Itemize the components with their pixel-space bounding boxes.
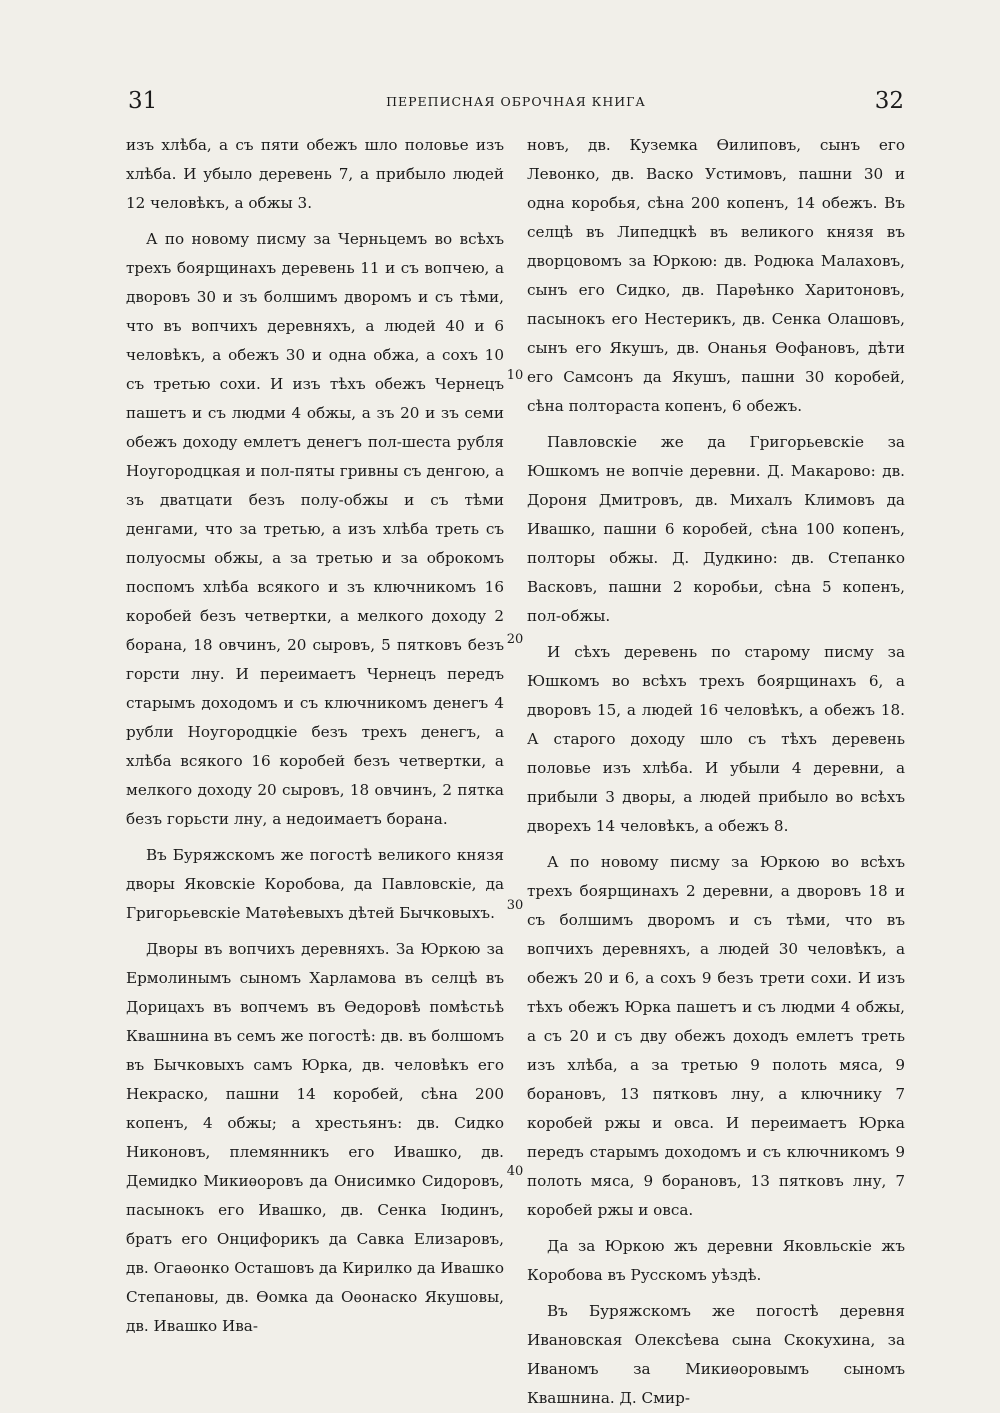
line-number: 10	[506, 368, 524, 383]
paragraph: Въ Буряжскомъ же погостѣ деревня Ивановская Олексѣева сына Скокухина, за Иваномъ за Микиѳоровымъ сыномъ Квашнина. Д. Смир-	[527, 1302, 905, 1407]
line-number: 20	[506, 632, 524, 647]
paragraph: изъ хлѣба, а съ пяти обежъ шло половье изъ хлѣба. И убыло деревень 7, а прибыло людей 12 человѣкъ, а обжы 3.	[126, 136, 504, 212]
paragraph: И сѣхъ деревень по старому писму за Юшкомъ во всѣхъ трехъ боярщинахъ 6, а дворовъ 15, а людей 16 человѣкъ, а обежъ 18. А старого доходу шло съ тѣхъ деревень половье изъ хлѣба. И убыли 4 деревни, а прибыли 3 дворы, а людей прибыло во всѣхъ дворехъ 14 человѣкъ, а обежъ 8.	[527, 643, 905, 835]
paragraph: Въ Буряжскомъ же погостѣ великого князя дворы Яковскіе Коробова, да Павловскіе, да Григорьевскіе Матѳѣевыхъ дѣтей Бычковыхъ.	[126, 846, 504, 922]
line-number: 40	[506, 1164, 524, 1179]
right-column	[527, 131, 905, 1413]
left-column	[126, 131, 504, 1341]
paragraph: Дворы въ вопчихъ деревняхъ. За Юркою за Ермолинымъ сыномъ Харламова въ селцѣ въ Дорицахъ въ вопчемъ въ Ѳедоровѣ помѣстьѣ Квашнина въ семъ же погостѣ: дв. въ болшомъ въ Бычковыхъ самъ Юрка, дв. человѣкъ его Некраско, пашни 14 коробей, сѣна 200 копенъ, 4 обжы; а хрестьянъ: дв. Сидко Никоновъ, племянникъ его Ивашко, дв. Демидко Микиѳоровъ да Онисимко Сидоровъ, пасынокъ его Ивашко, дв. Сенка Іюдинъ, братъ его Онцифорикъ да Савка Елизаровъ, дв. Огаѳонко Осташовъ да Кирилко да Ивашко Степановы, дв. Ѳомка да Оѳонаско Якушовы, дв. Ивашко Ива-	[126, 940, 505, 1335]
running-title: ПЕРЕПИСНАЯ ОБРОЧНАЯ КНИГА	[386, 94, 646, 109]
page-number-right: 32	[874, 88, 904, 114]
paragraph: А по новому писму за Черньцемъ во всѣхъ трехъ боярщинахъ деревень 11 и съ вопчею, а дворовъ 30 и зъ болшимъ дворомъ и съ тѣми, что въ вопчихъ деревняхъ, а людей 40 и 6 человѣкъ, а обежъ 30 и одна обжа, а сохъ 10 съ третью сохи. И изъ тѣхъ обежъ Чернецъ пашетъ и съ людми 4 обжы, а зъ 20 и зъ семи обежъ доходу емлетъ денегъ пол-шеста рубля Ноугородцкая и пол-пяты гривны съ денгою, а зъ дватцати безъ полу-обжы и съ тѣми денгами, что за третью, а изъ хлѣба треть съ полуосмы обжы, а за третью и за оброкомъ поспомъ хлѣба всякого и зъ ключникомъ 16 коробей безъ четвертки, а мелкого доходу 2 борана, 18 овчинъ, 20 сыровъ, 5 пятковъ безъ горсти лну. И переимаетъ Чернецъ передъ старымъ доходомъ и съ ключникомъ денегъ 4 рубли Ноугородцкіе безъ трехъ денегъ, а хлѣба всякого 16 коробей безъ четвертки, а мелкого доходу 20 сыровъ, 18 овчинъ, 2 пятка безъ горьсти лну, а недоимаетъ борана.	[126, 230, 504, 828]
paragraph: Да за Юркою жъ деревни Яковльскіе жъ Коробова въ Русскомъ уѣздѣ.	[527, 1237, 905, 1284]
paragraph: Павловскіе же да Григорьевскіе за Юшкомъ не вопчіе деревни. Д. Макарово: дв. Дороня Дмитровъ, дв. Михалъ Климовъ да Ивашко, пашни 6 коробей, сѣна 100 копенъ, полторы обжы. Д. Дудкино: дв. Степанко Васковъ, пашни 2 коробьи, сѣна 5 копенъ, пол-обжы.	[527, 433, 905, 625]
paragraph: новъ, дв. Куземка Ѳилиповъ, сынъ его Левонко, дв. Васко Устимовъ, пашни 30 и одна коробья, сѣна 200 копенъ, 14 обежъ. Въ селцѣ въ Липедцкѣ въ великого князя въ дворцовомъ за Юркою: дв. Родюка Малаховъ, сынъ его Сидко, дв. Парѳѣнко Харитоновъ, пасынокъ его Нестерикъ, дв. Сенка Олашовъ, сынъ его Якушъ, дв. Онанья Ѳофановъ, дѣти его Самсонъ да Якушъ, пашни 30 коробей, сѣна полтораста копенъ, 6 обежъ.	[527, 136, 905, 415]
paragraph: А по новому писму за Юркою во всѣхъ трехъ боярщинахъ 2 деревни, а дворовъ 18 и съ болшимъ дворомъ и съ тѣми, что въ вопчихъ деревняхъ, а людей 30 человѣкъ, а обежъ 20 и 6, а сохъ 9 безъ трети сохи. И изъ тѣхъ обежъ Юрка пашетъ и съ людми 4 обжы, а съ 20 и съ дву обежъ доходъ емлетъ треть изъ хлѣба, а за третью 9 полоть мяса, 9 борановъ, 13 пятковъ лну, а ключнику 7 коробей ржы и овса. И переимаетъ Юрка передъ старымъ доходомъ и съ ключникомъ 9 полоть мяса, 9 борановъ, 13 пятковъ лну, 7 коробей ржы и овса.	[527, 853, 905, 1219]
page-header	[124, 84, 908, 120]
line-number: 30	[506, 898, 524, 913]
page-number-left: 31	[128, 88, 158, 114]
